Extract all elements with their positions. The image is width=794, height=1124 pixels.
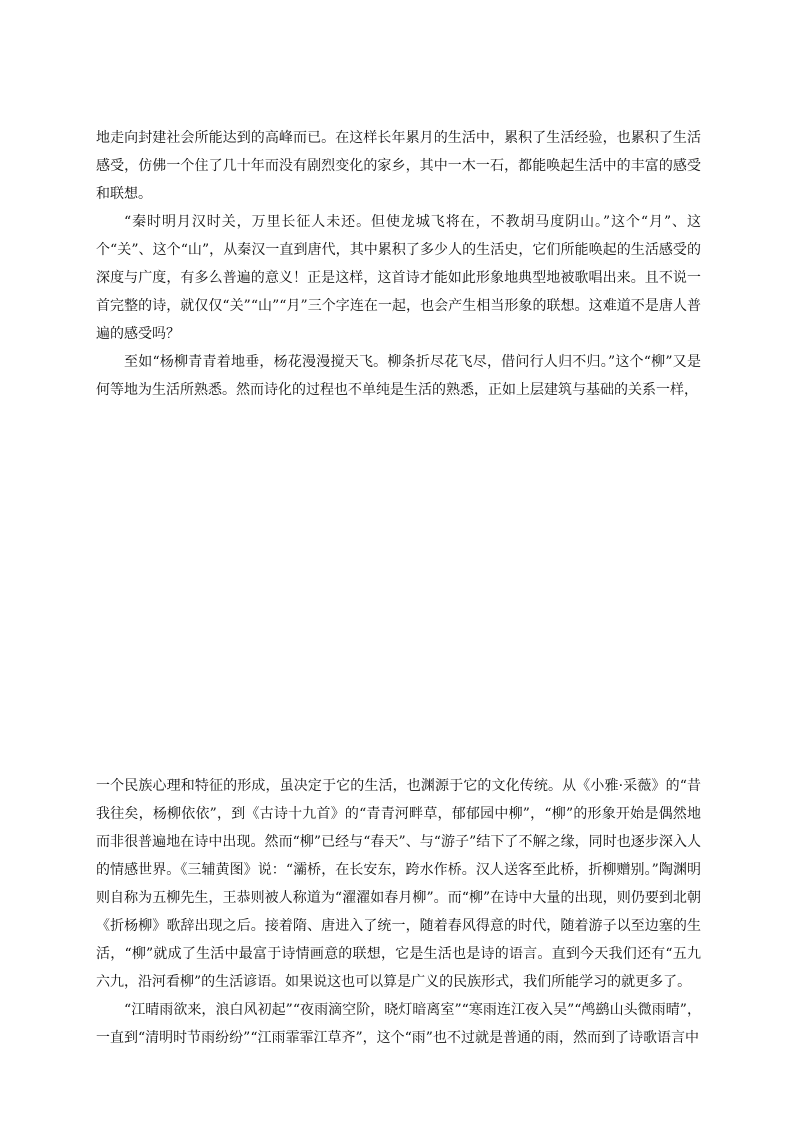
paragraph: 至如“杨柳青青着地垂，杨花漫漫搅天飞。柳条折尽花飞尽，借问行人归不归。”这个“柳”又是何等地为生活所熟悉。然而诗化的过程也不单纯是生活的熟悉，正如上层建筑与基础的关系一样， xyxy=(96,354,701,398)
paragraph: “江晴雨欲来，浪白风初起”“夜雨滴空阶，晓灯暗离室”“寒雨连江夜入吴”“鸬鹚山头微雨晴”，一直到“清明时节雨纷纷”“江雨霏霏江草齐”，这个“雨”也不过就是普通的雨，然而到了诗歌语言中 xyxy=(96,1002,701,1046)
paragraph: 一个民族心理和特征的形成，虽决定于它的生活，也渊源于它的文化传统。从《小雅·采薇》的“昔我往矣，杨柳依依”，到《古诗十九首》的“青青河畔草，郁郁园中柳”，“柳”的形象开始是偶然地而非很普遍地在诗中出现。然而“柳”已经与“春天”、与“游子”结下了不解之缘，同时也逐步深入人的情感世界。《三辅黄图》说：“灞桥，在长安东，跨水作桥。汉人送客至此桥，折柳赠别。”陶渊明则自称为五柳先生，王恭则被人称道为“濯濯如春月柳”。而“柳”在诗中大量的出现，则仍要到北朝《折杨柳》歌辞出现之后。接着隋、唐进入了统一，随着春风得意的时代，随着游子以至边塞的生活，“柳”就成了生活中最富于诗情画意的联想，它是生活也是诗的语言。直到今天我们还有“五九六九，沿河看柳”的生活谚语。如果说这也可以算是广义的民族形式，我们所能学习的就更多了。 xyxy=(96,778,701,990)
text-block-top xyxy=(96,124,701,404)
text-block-bottom xyxy=(96,772,701,1052)
paragraph: 地走向封建社会所能达到的高峰而已。在这样长年累月的生活中，累积了生活经验，也累积了生活感受，仿佛一个住了几十年而没有剧烈变化的家乡，其中一木一石，都能唤起生活中的丰富的感受和联想。 xyxy=(96,130,701,202)
paragraph: “秦时明月汉时关，万里长征人未还。但使龙城飞将在，不教胡马度阴山。”这个“月”、这个“关”、这个“山”，从秦汉一直到唐代，其中累积了多少人的生活史，它们所能唤起的生活感受的深度与广度，有多么普遍的意义！正是这样，这首诗才能如此形象地典型地被歌唱出来。且不说一首完整的诗，就仅仅“关”“山”“月”三个字连在一起，也会产生相当形象的联想。这难道不是唐人普遍的感受吗？ xyxy=(96,214,701,342)
